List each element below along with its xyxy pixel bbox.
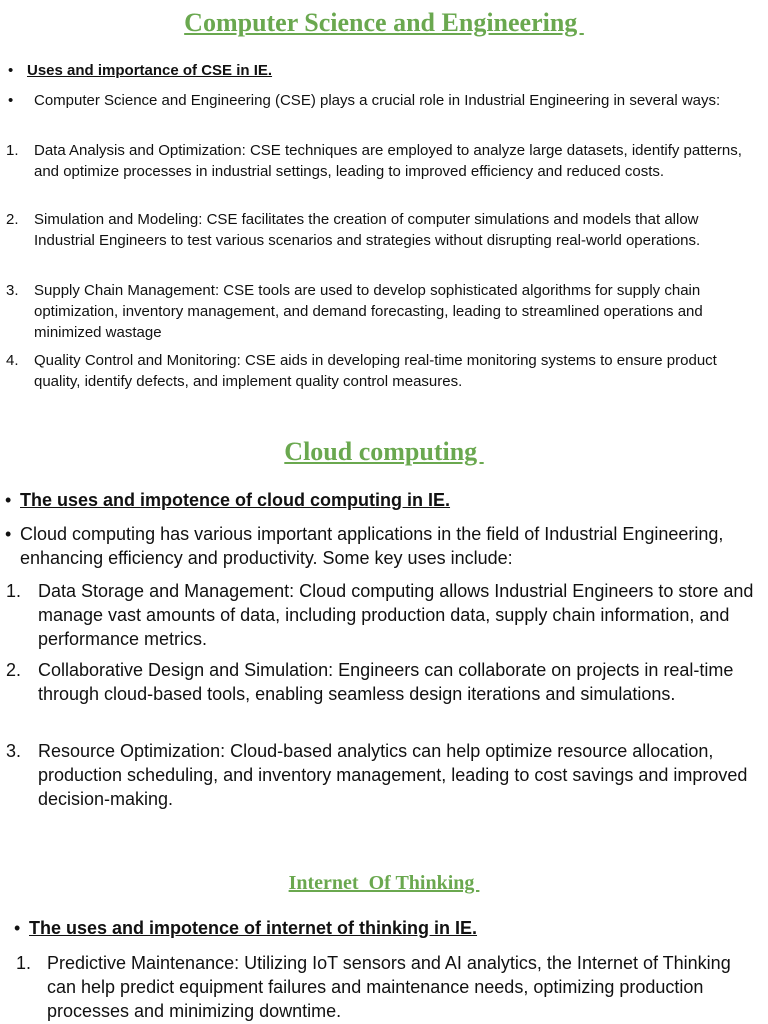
list-number: 1.: [6, 581, 22, 601]
bullet-marker: •: [14, 918, 21, 938]
intro-text: Cloud computing has various important applications in the field of Industrial Engineering, enhancing efficiency and productivity. Some key uses include:: [20, 524, 724, 568]
list-number: 2.: [6, 660, 22, 680]
subheading-text: The uses and impotence of internet of thinking in IE.: [29, 918, 478, 938]
list-item-text: Collaborative Design and Simulation: Engineers can collaborate on projects in real-time through cloud-based tools, enabling seamless design iterations and simulations.: [38, 660, 734, 704]
list-number: 1.: [16, 953, 32, 973]
list-item-text: Resource Optimization: Cloud-based analytics can help optimize resource allocation, production scheduling, and inventory management, leading to cost savings and improved decision-making.: [38, 741, 748, 809]
list-item-text: Predictive Maintenance: Utilizing IoT sensors and AI analytics, the Internet of Thinking can help predict equipment failures and maintenance needs, optimizing production processes and minimizing downtime.: [47, 953, 731, 1021]
bullet-marker: •: [5, 490, 12, 510]
list-number: 3.: [6, 741, 22, 761]
subheading-text: Uses and importance of CSE in IE.: [27, 62, 273, 79]
list-item-text: Simulation and Modeling: CSE facilitates the creation of computer simulations and models that allow Industrial Engineers to test various scenarios and strategies without disrupting real-world operations.: [34, 211, 701, 249]
section-title-cloud: Cloud computing: [284, 437, 484, 466]
list-number: 1.: [6, 142, 19, 159]
bullet-marker: •: [5, 524, 12, 544]
list-item-text: Supply Chain Management: CSE tools are used to develop sophisticated algorithms for supply chain optimization, inventory management, and demand forecasting, leading to streamlined operations and minimized wastage: [34, 282, 703, 341]
section-title-cse: Computer Science and Engineering: [184, 8, 584, 37]
list-number: 3.: [6, 282, 19, 299]
section-title-iot: Internet Of Thinking: [288, 872, 480, 894]
bullet-marker: •: [8, 62, 14, 79]
list-item-text: Data Analysis and Optimization: CSE techniques are employed to analyze large datasets, identify patterns, and optimize processes in industrial settings, leading to improved efficiency and reduced costs.: [34, 142, 742, 180]
list-item-text: Quality Control and Monitoring: CSE aids in developing real-time monitoring systems to ensure product quality, identify defects, and implement quality control measures.: [34, 352, 717, 390]
list-number: 2.: [6, 211, 19, 228]
list-item-text: Data Storage and Management: Cloud computing allows Industrial Engineers to store and manage vast amounts of data, including production data, supply chain information, and performance metrics.: [38, 581, 754, 649]
bullet-marker: •: [8, 92, 14, 109]
list-number: 4.: [6, 352, 19, 369]
subheading-text: The uses and impotence of cloud computing in IE.: [20, 490, 451, 510]
intro-text: Computer Science and Engineering (CSE) plays a crucial role in Industrial Engineering in several ways:: [34, 92, 721, 109]
